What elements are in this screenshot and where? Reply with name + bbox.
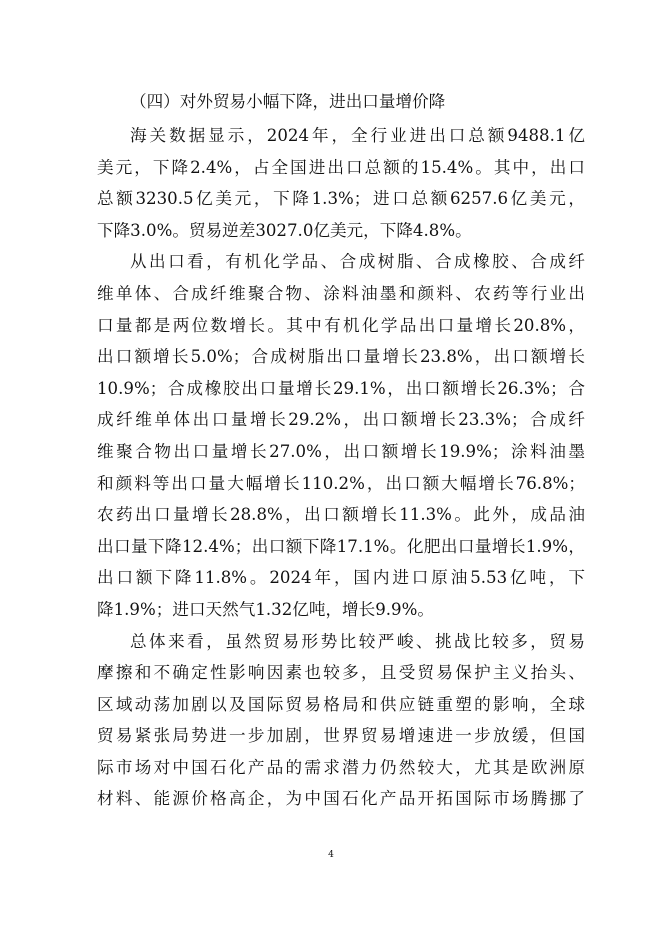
text-line: 口量都是两位数增长。其中有机化学品出口量增长20.8%， <box>97 315 585 335</box>
text-line: 美元，下降2.4%，占全国进出口总额的15.4%。其中，出口 <box>97 157 585 177</box>
text-line: 维聚合物出口量增长27.0%，出口额增长19.9%；涂料油墨 <box>97 441 585 461</box>
text-line: 总体来看，虽然贸易形势比较严峻、挑战比较多，贸易 <box>130 631 585 651</box>
text-line: 农药出口量增长28.8%，出口额增长11.3%。此外，成品油 <box>97 505 585 525</box>
text-line: 成纤维单体出口量增长29.2%，出口额增长23.3%；合成纤 <box>97 410 585 430</box>
text-line: 和颜料等出口量大幅增长110.2%，出口额大幅增长76.8%； <box>97 473 585 493</box>
text-line: 降1.9%；进口天然气1.32亿吨，增长9.9%。 <box>97 599 434 619</box>
text-line: 维单体、合成纤维聚合物、涂料油墨和颜料、农药等行业出 <box>97 283 585 303</box>
text-line: 区域动荡加剧以及国际贸易格局和供应链重塑的影响，全球 <box>97 694 585 714</box>
section-heading: （四）对外贸易小幅下降，进出口量增价降 <box>130 92 446 111</box>
paragraph-customs-data <box>97 120 585 246</box>
page-number: 4 <box>328 850 334 860</box>
paragraph-exports <box>97 246 585 625</box>
text-line: 10.9%；合成橡胶出口量增长29.1%，出口额增长26.3%；合 <box>97 378 585 398</box>
text-line: 出口额下降11.8%。2024年，国内进口原油5.53亿吨，下 <box>97 568 585 588</box>
text-line: 摩擦和不确定性影响因素也较多，且受贸易保护主义抬头、 <box>97 663 585 683</box>
text-line: 下降3.0%。贸易逆差3027.0亿美元，下降4.8%。 <box>97 220 472 240</box>
text-line: 出口量下降12.4%；出口额下降17.1%。化肥出口量增长1.9%， <box>97 536 585 556</box>
text-line: 海关数据显示，2024年，全行业进出口总额9488.1亿 <box>130 126 585 145</box>
text-line: 总额3230.5亿美元，下降1.3%；进口总额6257.6亿美元， <box>97 189 585 209</box>
text-line: 贸易紧张局势进一步加剧，世界贸易增速进一步放缓，但国 <box>97 726 585 746</box>
text-line: 际市场对中国石化产品的需求潜力仍然较大，尤其是欧洲原 <box>97 757 585 777</box>
page-body <box>97 86 585 815</box>
text-line: 从出口看，有机化学品、合成树脂、合成橡胶、合成纤 <box>130 252 585 272</box>
paragraph-overall <box>97 626 585 816</box>
text-line: 出口额增长5.0%；合成树脂出口量增长23.8%，出口额增长 <box>97 347 585 367</box>
text-line: 材料、能源价格高企，为中国石化产品开拓国际市场腾挪了 <box>97 789 585 809</box>
